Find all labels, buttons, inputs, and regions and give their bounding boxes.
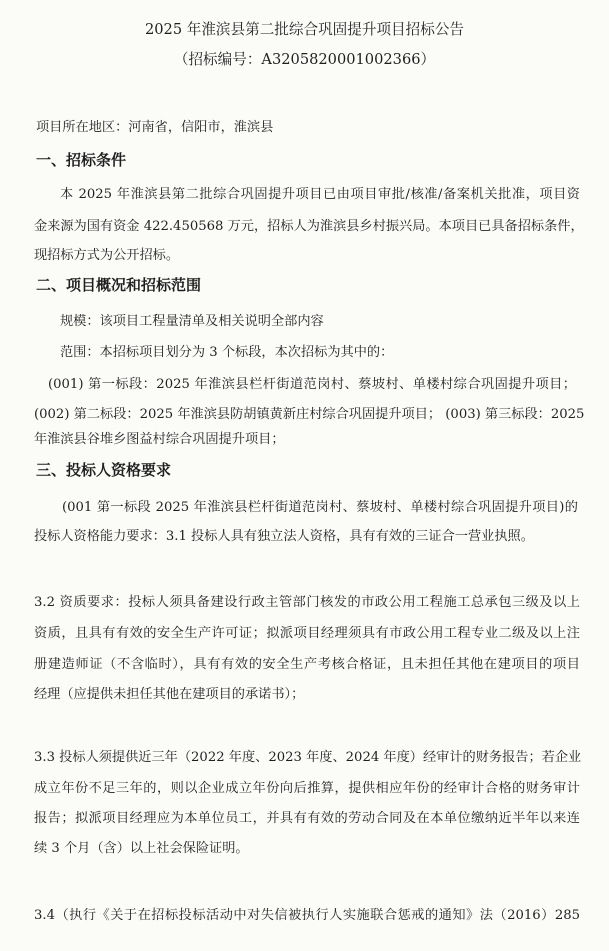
- paragraph-line: 现招标方式为公开招标。: [34, 248, 180, 263]
- paragraph-line: 规模：该项目工程量清单及相关说明全部内容: [60, 314, 324, 329]
- bid-number: （招标编号：A3205820001002366）: [173, 51, 436, 68]
- paragraph-line: (002) 第二标段：2025 年淮滨县防胡镇黄新庄村综合巩固提升项目； (003) 第三标段：2025: [34, 407, 585, 422]
- project-region: 项目所在地区：河南省，信阳市，淮滨县: [36, 120, 274, 135]
- paragraph-line: 3.4（执行《关于在招标投标活动中对失信被执行人实施联合惩戒的通知》法（2016）285: [34, 908, 580, 923]
- paragraph-line: 本 2025 年淮滨县第二批综合巩固提升项目已由项目审批/核准/备案机关批准，项目资: [60, 187, 580, 202]
- paragraph-line: 3.2 资质要求：投标人须具备建设行政主管部门核发的市政公用工程施工总承包三级及以上: [34, 595, 580, 610]
- paragraph-line: 资质，且具有有效的安全生产许可证；拟派项目经理须具有市政公用工程专业二级及以上注: [34, 626, 580, 641]
- paragraph-line: 年淮滨县谷堆乡图益村综合巩固提升项目；: [34, 432, 285, 447]
- document-title: 2025 年淮滨县第二批综合巩固提升项目招标公告: [144, 21, 465, 38]
- paragraph-line: 册建造师证（不含临时），具有有效的安全生产考核合格证，且未担任其他在建项目的项目: [34, 657, 580, 672]
- section-heading-project-overview: 二、项目概况和招标范围: [36, 276, 202, 294]
- paragraph-line: 成立年份不足三年的，则以企业成立年份向后推算，提供相应年份的经审计合格的财务审计: [34, 781, 580, 796]
- paragraph-line: 经理（应提供未担任其他在建项目的承诺书）；: [34, 687, 305, 702]
- paragraph-line: (001) 第一标段：2025 年淮滨县栏杆街道范岗村、蔡坡村、单楼村综合巩固提升项目；: [48, 377, 576, 392]
- paragraph-line: 续 3 个月（含）以上社会保险证明。: [34, 841, 249, 856]
- section-heading-bidder-qualifications: 三、投标人资格要求: [36, 461, 172, 479]
- paragraph-line: 3.3 投标人须提供近三年（2022 年度、2023 年度、2024 年度）经审计的财务报告；若企业: [34, 750, 582, 765]
- section-heading-bidding-conditions: 一、招标条件: [36, 151, 127, 169]
- paragraph-line: 投标人资格能力要求：3.1 投标人具有独立法人资格，具有有效的三证合一营业执照。: [34, 529, 534, 544]
- paragraph-line: 范围：本招标项目划分为 3 个标段，本次招标为其中的：: [60, 345, 394, 360]
- paragraph-line: (001 第一标段 2025 年淮滨县栏杆街道范岗村、蔡坡村、单楼村综合巩固提升项目)的: [62, 500, 578, 515]
- paragraph-line: 金来源为国有资金 422.450568 万元，招标人为淮滨县乡村振兴局。本项目已具备招标条件，: [34, 219, 584, 234]
- paragraph-line: 报告；拟派项目经理应为本单位员工，并具有有效的劳动合同及在本单位缴纳近半年以来连: [34, 811, 580, 826]
